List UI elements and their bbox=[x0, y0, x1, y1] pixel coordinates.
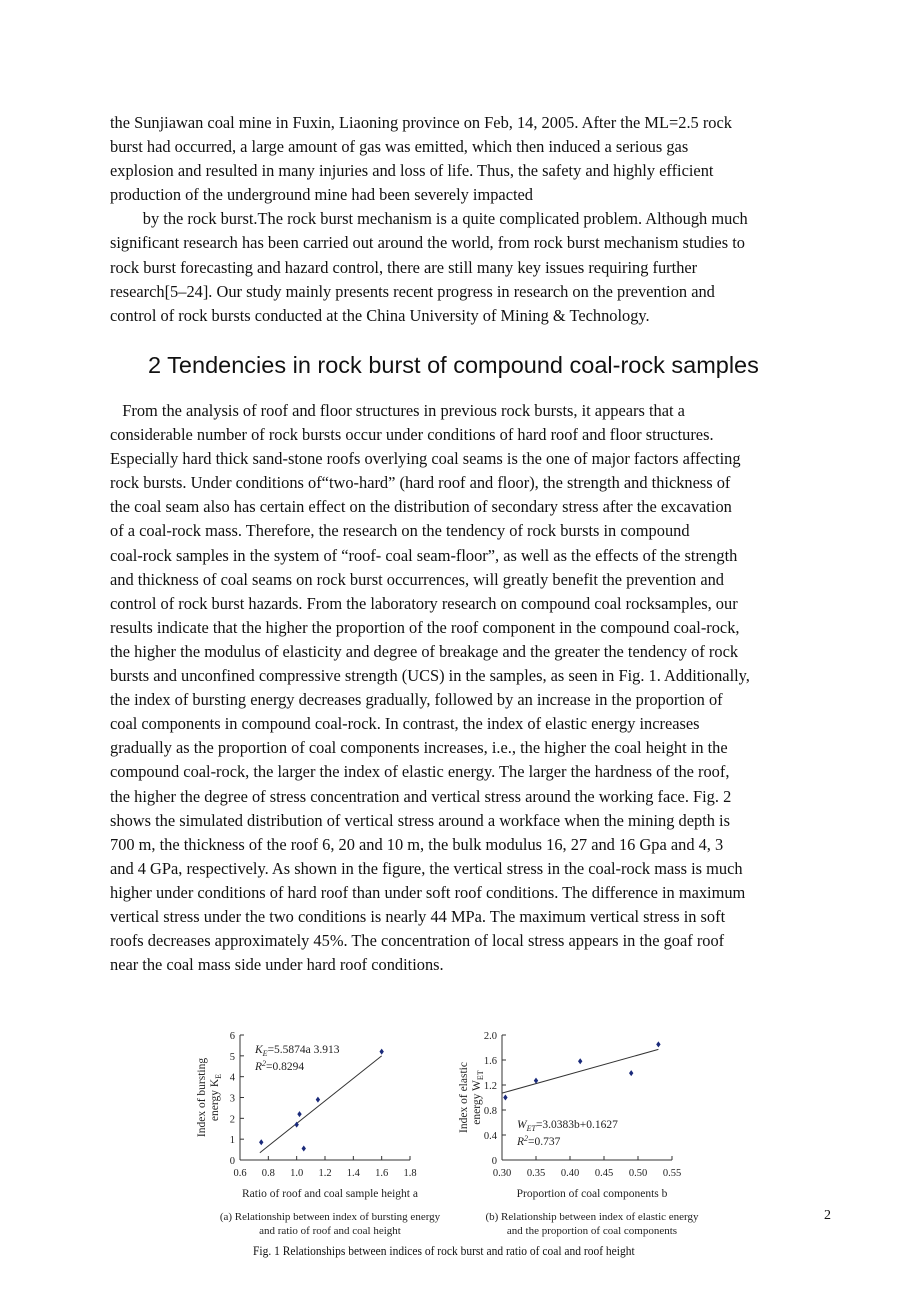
body-line: the index of bursting energy decreases gradually, followed by an increase in the proportion of bbox=[110, 690, 723, 710]
data-point bbox=[379, 1049, 383, 1055]
y-tick-label: 6 bbox=[229, 1031, 235, 1042]
body-line: bursts and unconfined compressive strength (UCS) in the samples, as seen in Fig. 1. Additionally, bbox=[110, 666, 750, 686]
y-tick-label: 1.6 bbox=[483, 1056, 497, 1067]
y-tick-label: 2 bbox=[229, 1114, 235, 1126]
y-tick-label: 0.4 bbox=[483, 1131, 497, 1142]
subcaption-line1: (b) Relationship between index of elastic energy bbox=[485, 1211, 699, 1223]
x-tick-label: 0.45 bbox=[594, 1168, 614, 1179]
subcaption-line2: and the proportion of coal components bbox=[506, 1225, 678, 1237]
body-line: the higher the modulus of elasticity and degree of breakage and the greater the tendency of rock bbox=[110, 641, 739, 661]
x-tick-label: 1.8 bbox=[403, 1168, 417, 1179]
body-line: considerable number of rock bursts occur under conditions of hard roof and floor structures. bbox=[110, 425, 714, 445]
data-point bbox=[629, 1070, 633, 1076]
body-paragraph bbox=[110, 399, 840, 977]
x-tick-label: 0.35 bbox=[526, 1168, 546, 1179]
equation-label: $W_{ET}=3.0383b+0.1627$ bbox=[517, 1119, 618, 1133]
intro-line: explosion and resulted in many injuries and loss of life. Thus, the safety and highly efficient bbox=[110, 161, 714, 181]
y-tick-label: 0.8 bbox=[483, 1106, 497, 1117]
body-line: higher under conditions of hard roof than under soft roof conditions. The difference in maximum bbox=[110, 882, 746, 902]
body-line: of a coal-rock mass. Therefore, the research on the tendency of rock bursts in compound bbox=[110, 521, 690, 541]
y-tick-label: 3 bbox=[229, 1093, 235, 1105]
fit-line bbox=[502, 1049, 658, 1093]
data-point bbox=[316, 1097, 320, 1103]
body-line: From the analysis of roof and floor structures in previous rock bursts, it appears that a bbox=[110, 401, 685, 420]
x-tick-label: 0.6 bbox=[233, 1168, 247, 1179]
x-axis-label: Proportion of coal components b bbox=[516, 1188, 668, 1200]
x-tick-label: 1.0 bbox=[290, 1168, 304, 1179]
x-tick-label: 1.4 bbox=[346, 1168, 360, 1179]
body-line: gradually as the proportion of coal components increases, i.e., the higher the coal height in the bbox=[110, 738, 728, 758]
y-axis-label-line2: energy $W_{ET}$ bbox=[471, 1070, 485, 1125]
x-tick-label: 1.2 bbox=[318, 1168, 332, 1179]
data-point bbox=[578, 1058, 582, 1064]
body-line: the coal seam also has certain effect on the distribution of secondary stress after the excavation bbox=[110, 497, 732, 517]
intro-line: burst had occurred, a large amount of gas was emitted, which then induced a serious gas bbox=[110, 137, 689, 157]
body-line: results indicate that the higher the proportion of the roof component in the compound coal-rock, bbox=[110, 617, 740, 637]
x-tick-label: 0.8 bbox=[261, 1168, 275, 1179]
intro-line: the Sunjiawan coal mine in Fuxin, Liaoning province on Feb, 14, 2005. After the ML=2.5 rock bbox=[110, 113, 732, 132]
intro-line: research[5–24]. Our study mainly presents recent progress in research on the prevention and bbox=[110, 281, 715, 301]
data-point bbox=[656, 1041, 660, 1047]
y-tick-label: 5 bbox=[229, 1051, 235, 1063]
x-tick-label: 1.6 bbox=[375, 1168, 389, 1179]
body-line: control of rock burst hazards. From the laboratory research on compound coal rocksamples, our bbox=[110, 593, 738, 613]
body-line: near the coal mass side under hard roof conditions. bbox=[110, 955, 444, 975]
body-line: coal components in compound coal-rock. In contrast, the index of elastic energy increases bbox=[110, 714, 700, 734]
data-point bbox=[302, 1146, 306, 1152]
data-point bbox=[259, 1139, 263, 1145]
intro-paragraph bbox=[110, 111, 840, 328]
body-line: roofs decreases approximately 45%. The concentration of local stress appears in the goaf roof bbox=[110, 931, 725, 951]
y-tick-label: 1.2 bbox=[483, 1081, 497, 1092]
y-tick-label: 0 bbox=[229, 1156, 235, 1167]
data-point bbox=[503, 1095, 507, 1101]
body-line: shows the simulated distribution of vertical stress around a workface when the mining depth is bbox=[110, 810, 730, 830]
figure-1 bbox=[195, 1025, 715, 1265]
intro-line: production of the underground mine had been severely impacted bbox=[110, 185, 533, 205]
y-tick-label: 4 bbox=[229, 1072, 235, 1084]
y-axis-label-line1: Index of elastic bbox=[458, 1062, 470, 1133]
equation-label: $K_E=5.5874a$ 3.913 bbox=[255, 1044, 340, 1058]
body-line: coal-rock samples in the system of “roof- coal seam-floor”, as well as the effects of the strength bbox=[110, 545, 738, 565]
y-tick-label: 1 bbox=[229, 1135, 235, 1147]
y-axis-label-line2: energy $K_E$ bbox=[209, 1073, 223, 1122]
intro-line: rock burst forecasting and hazard control, there are still many key issues requiring further bbox=[110, 257, 698, 277]
body-line: Especially hard thick sand-stone roofs overlying coal seams is the one of major factors affecting bbox=[110, 449, 741, 469]
section-heading: 2 Tendencies in rock burst of compound coal-rock samples bbox=[148, 352, 759, 378]
chart-elastic-energy bbox=[457, 1025, 717, 1240]
body-line: and thickness of coal seams on rock burst occurrences, will greatly benefit the prevention and bbox=[110, 569, 724, 589]
r-squared-label: $R^2=0.8294$ bbox=[255, 1059, 305, 1073]
x-tick-label: 0.50 bbox=[628, 1168, 648, 1179]
body-line: 700 m, the thickness of the roof 6, 20 and 10 m, the bulk modulus 16, 27 and 16 Gpa and 4, 3 bbox=[110, 834, 724, 854]
body-line: compound coal-rock, the larger the index of elastic energy. The larger the hardness of the roof, bbox=[110, 762, 730, 782]
body-line: rock bursts. Under conditions of“two-hard” (hard roof and floor), the strength and thickness of bbox=[110, 473, 731, 493]
data-point bbox=[297, 1111, 301, 1117]
y-tick-label: 2.0 bbox=[483, 1031, 497, 1042]
chart-bursting-energy bbox=[195, 1025, 455, 1240]
x-tick-label: 0.55 bbox=[662, 1168, 682, 1179]
figure-caption: Fig. 1 Relationships between indices of rock burst and ratio of coal and roof height bbox=[253, 1244, 635, 1258]
body-line: and 4 GPa, respectively. As shown in the figure, the vertical stress in the coal-rock mass is much bbox=[110, 858, 743, 878]
y-tick-label: 0 bbox=[491, 1156, 497, 1167]
body-line: vertical stress under the two conditions is nearly 44 MPa. The maximum vertical stress in soft bbox=[110, 906, 726, 926]
body-line: the higher the degree of stress concentration and vertical stress around the working face. Fig. 2 bbox=[110, 786, 732, 806]
x-tick-label: 0.40 bbox=[560, 1168, 580, 1179]
subcaption-line2: and ratio of roof and coal height bbox=[259, 1225, 401, 1237]
intro-line: by the rock burst.The rock burst mechanism is a quite complicated problem. Although much bbox=[110, 209, 748, 229]
y-axis-label-line1: Index of bursting bbox=[196, 1057, 208, 1138]
x-tick-label: 0.30 bbox=[492, 1168, 512, 1179]
r-squared-label: $R^2=0.737$ bbox=[517, 1134, 561, 1148]
subcaption-line1: (a) Relationship between index of bursting energy bbox=[219, 1211, 441, 1223]
page-number: 2 bbox=[824, 1208, 831, 1223]
x-axis-label: Ratio of roof and coal sample height a bbox=[242, 1188, 418, 1200]
intro-line: significant research has been carried out around the world, from rock burst mechanism studies to bbox=[110, 233, 745, 253]
intro-line: control of rock bursts conducted at the China University of Mining & Technology. bbox=[110, 305, 650, 325]
